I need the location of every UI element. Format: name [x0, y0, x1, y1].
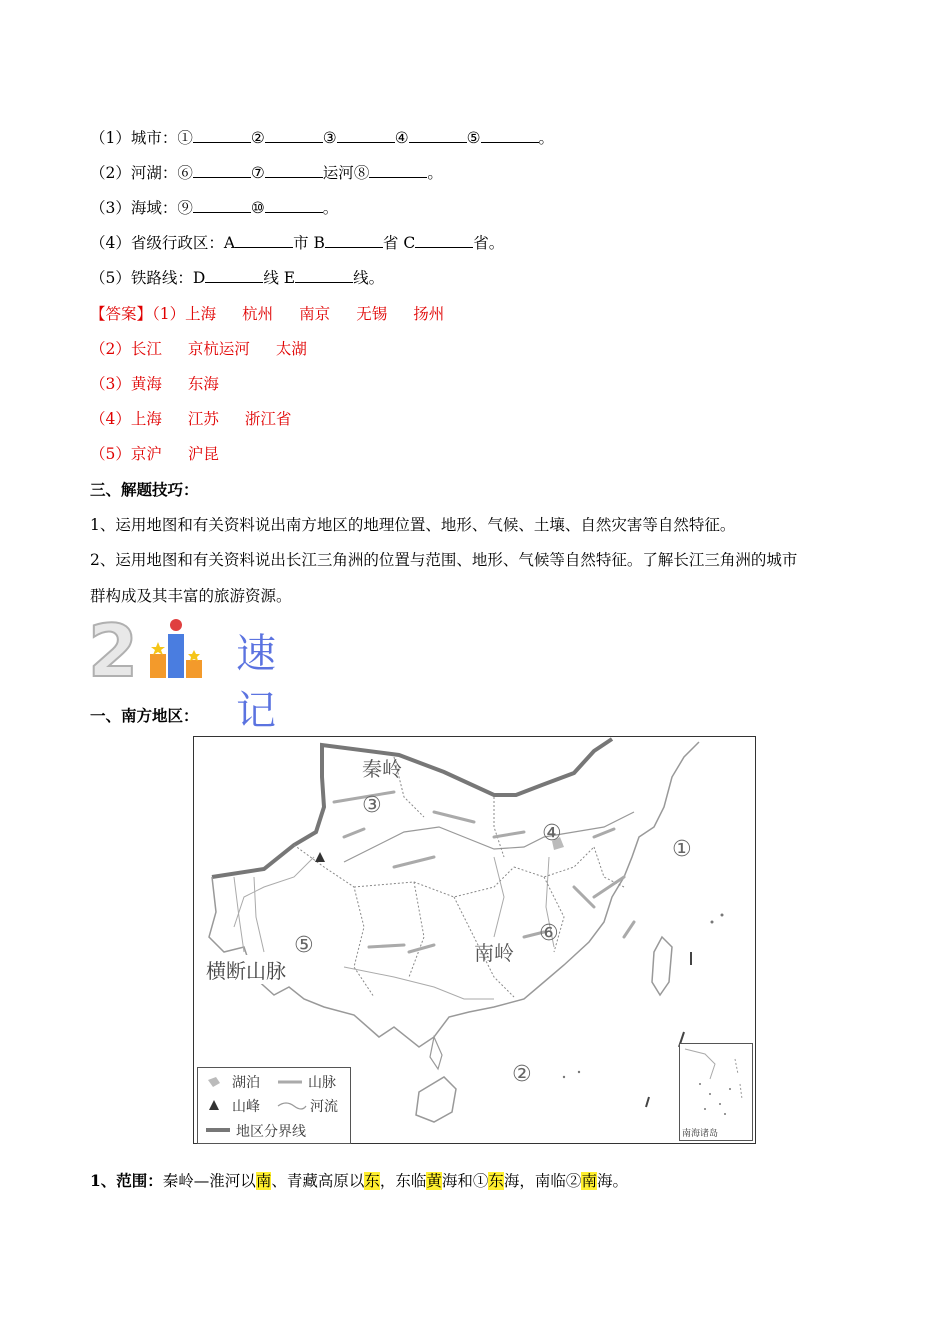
label-hengduan: 横断山脉: [206, 955, 286, 984]
q3-label: （3）海域：: [90, 199, 178, 217]
label-nanling: 南岭: [474, 941, 514, 965]
answer-5-label: （5）: [90, 445, 131, 463]
answer-item: 长江: [130, 340, 162, 358]
answer-1: [90, 304, 444, 324]
q4-mid-1: 市 B: [293, 234, 325, 252]
question-4: [90, 233, 504, 253]
marker-6: ⑥: [177, 164, 193, 182]
scope-highlight: 黄: [426, 1172, 442, 1190]
legend-mountain-range: 山脉: [308, 1075, 336, 1091]
river-icon: [278, 1103, 306, 1109]
map-legend: [197, 1067, 351, 1144]
answer-5: [90, 444, 219, 464]
legend-lake: 湖泊: [232, 1075, 260, 1091]
q2-label: （2）河湖：: [90, 164, 178, 182]
marker-10: ⑩: [250, 199, 265, 217]
scope-highlight: 东: [364, 1172, 380, 1190]
legend-boundary: 地区分界线: [236, 1124, 306, 1140]
map-marker-2: ②: [512, 1062, 532, 1087]
q1-label: （1）城市：: [90, 129, 178, 147]
map-marker-3: ③: [362, 793, 382, 818]
answer-item: 东海: [187, 375, 219, 393]
q5-label: （5）铁路线：: [90, 269, 193, 287]
tip-2-line-1: 2、运用地图和有关资料说出长江三角洲的位置与范围、地形、气候等自然特征。了解长江三角洲的城市: [90, 551, 798, 569]
blank-8[interactable]: [369, 163, 427, 178]
south-region-map: [193, 736, 756, 1144]
marker-8: ⑧: [353, 164, 370, 182]
answer-item: 沪昆: [187, 445, 219, 463]
blank-5[interactable]: [481, 128, 539, 143]
letter-d: D: [192, 269, 206, 287]
answer-4-label: （4）: [90, 410, 131, 428]
question-1: [90, 128, 554, 148]
q4-label: （4）省级行政区：: [90, 234, 224, 252]
q5-mid: 线 E: [263, 269, 296, 287]
blank-3[interactable]: [337, 128, 395, 143]
q3-end: 。: [322, 199, 339, 217]
lake-icon: [208, 1077, 220, 1087]
podium-icon: [88, 614, 228, 684]
marker-7: ⑦: [250, 164, 265, 182]
map-marker-4: ④: [542, 821, 562, 846]
tips-heading: 三、解题技巧：: [90, 480, 199, 499]
answer-item: 太湖: [275, 340, 307, 358]
blank-7[interactable]: [265, 163, 323, 178]
answer-item: 上海: [130, 410, 162, 428]
answer-item: 扬州: [413, 305, 445, 323]
marker-1: ①: [177, 129, 193, 147]
answer-3: [90, 374, 219, 394]
blank-d[interactable]: [205, 268, 263, 283]
marker-3: ③: [322, 129, 337, 147]
answer-2-label: （2）: [90, 340, 131, 358]
scope-text: 海和①: [441, 1172, 489, 1190]
answer-3-label: （3）: [90, 375, 131, 393]
q1-end: 。: [538, 129, 555, 147]
inset-label: 南海诸岛: [682, 1129, 719, 1139]
legend-river: 河流: [310, 1099, 338, 1115]
blank-b[interactable]: [325, 233, 383, 248]
blank-a[interactable]: [235, 233, 293, 248]
scope-highlight: 南: [581, 1172, 597, 1190]
marker-2: ②: [250, 129, 265, 147]
question-5: [90, 268, 384, 288]
south-china-sea-inset: [679, 1043, 753, 1141]
q5-end: 线。: [353, 269, 385, 287]
scope-label: 1、范围：: [90, 1171, 163, 1190]
banner-title: 速记: [236, 631, 278, 734]
blank-2[interactable]: [265, 128, 323, 143]
answer-item: 京沪: [130, 445, 162, 463]
answer-4: [90, 409, 291, 429]
blank-10[interactable]: [265, 198, 323, 213]
scope-line: [90, 1171, 628, 1191]
q2-end: 。: [427, 164, 443, 182]
answer-item: 江苏: [187, 410, 219, 428]
map-marker-5: ⑤: [294, 933, 314, 958]
marker-4: ④: [394, 129, 409, 147]
answer-item: 无锡: [356, 305, 388, 323]
blank-e[interactable]: [295, 268, 353, 283]
answer-item: 黄海: [130, 375, 162, 393]
answer-tag: 【答案】: [90, 305, 153, 323]
blank-9[interactable]: [193, 198, 251, 213]
blank-6[interactable]: [193, 163, 251, 178]
answer-2: [90, 339, 307, 359]
q2-canal: 运河: [322, 164, 354, 182]
scope-text: 海。: [596, 1172, 628, 1190]
answer-1-label: （1）: [152, 305, 186, 323]
q4-mid-2: 省 C: [382, 234, 416, 252]
legend-peak: 山峰: [232, 1099, 260, 1115]
letter-a: A: [223, 234, 236, 252]
scope-highlight: 南: [255, 1172, 272, 1190]
answer-item: 京杭运河: [187, 340, 250, 358]
peak-icon: [209, 1100, 219, 1110]
marker-5: ⑤: [466, 129, 481, 147]
blank-c[interactable]: [415, 233, 473, 248]
scope-text: 海，南临②: [503, 1172, 582, 1190]
tip-2-line-2: 群构成及其丰富的旅游资源。: [90, 587, 292, 605]
label-qinling: 秦岭: [362, 757, 402, 781]
scope-highlight: 东: [488, 1172, 504, 1190]
answer-item: 南京: [299, 305, 331, 323]
map-marker-1: ①: [672, 837, 692, 862]
answer-item: 上海: [185, 305, 217, 323]
south-heading: 一、南方地区：: [90, 706, 199, 725]
blank-4[interactable]: [409, 128, 467, 143]
map-marker-6: ⑥: [539, 921, 559, 946]
scope-text: 、青藏高原以: [271, 1172, 365, 1190]
q4-end: 省。: [473, 234, 505, 252]
blank-1[interactable]: [193, 128, 251, 143]
answer-item: 浙江省: [244, 410, 292, 428]
answer-item: 杭州: [242, 305, 274, 323]
question-2: [90, 163, 443, 183]
scope-text: ，东临: [379, 1172, 427, 1190]
section-number-icon: 2: [88, 614, 139, 684]
scope-text: 秦岭—淮河以: [162, 1172, 256, 1190]
tip-1: 1、运用地图和有关资料说出南方地区的地理位置、地形、气候、土壤、自然灾害等自然特征。: [90, 516, 736, 534]
question-3: [90, 198, 338, 218]
marker-9: ⑨: [177, 199, 193, 217]
